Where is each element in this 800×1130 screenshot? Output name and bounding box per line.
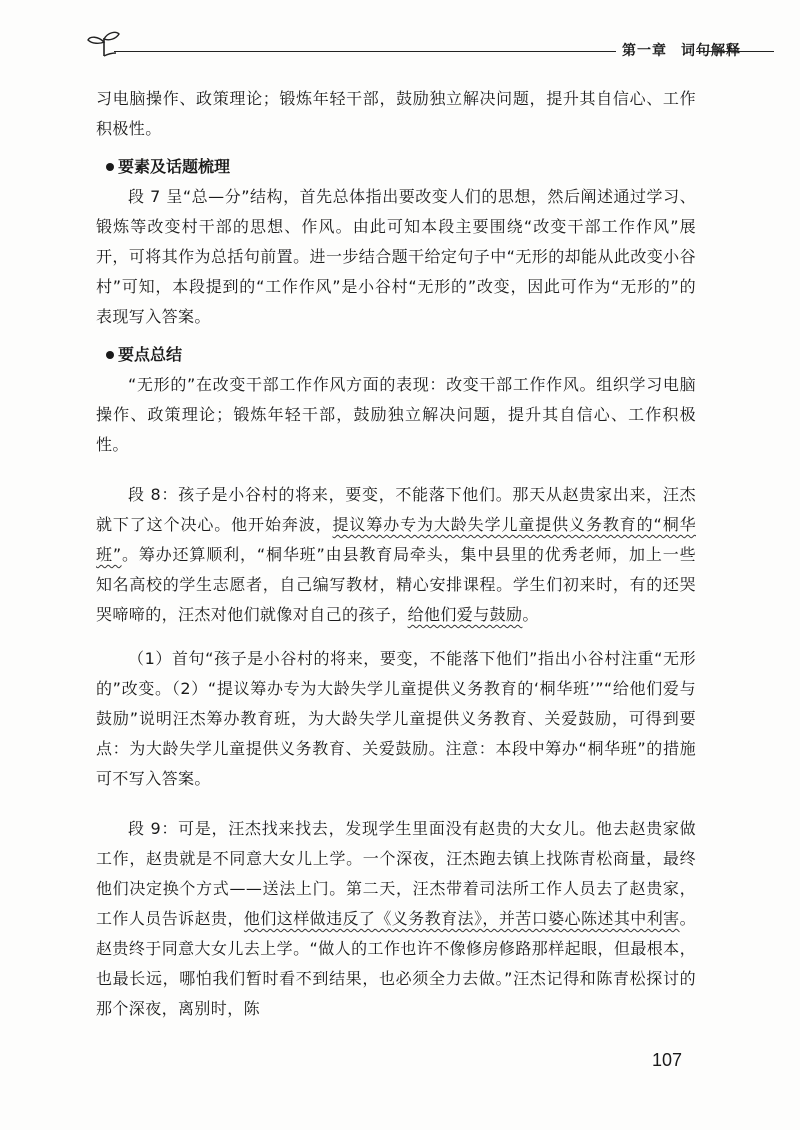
text-run: 。筹办还算顺利，“桐华班”由县教育局牵头，集中县里的优秀老师，加上一些知名高校的学生志愿者，自己编写教材，精心安排课程。学生们初来时，有的还哭哭啼啼的，汪杰对他们就像对自己的孩子， (96, 545, 696, 624)
analysis-paragraph-8: （1）首句“孩子是小谷村的将来，要变，不能落下他们”指出小谷村注重“无形的”改变。（2）“提议筹办专为大龄失学儿童提供义务教育的‘桐华班’”“给他们爱与鼓励”说明汪杰筹办教育班，为大龄失学儿童提供义务教育、关爱鼓励，可得到要点：为大龄失学儿童提供义务教育、关爱鼓励。注意：本段中筹办“桐华班”的措施可不写入答案。 (96, 649, 696, 788)
source-paragraph-9 (96, 814, 696, 1024)
section-heading-summary (96, 340, 696, 370)
chapter-title (622, 40, 755, 60)
heading-text: 要素及话题梳理 (118, 157, 231, 176)
text-run: 。赵贵终于同意大女儿去上学。“做人的工作也许不像修房修路那样起眼，但最根本，也最长远，哪怕我们暂时看不到结果，也必须全力去做。”汪杰记得和陈青松探讨的那个深夜，离别时，陈 (96, 909, 696, 1018)
source-paragraph-8 (96, 480, 696, 630)
text-run: 。 (522, 605, 539, 624)
underlined-key-phrase: 提议筹办专为大龄失学儿童提供义务教育的“桐华班” (96, 515, 696, 564)
summary-paragraph: “无形的”在改变干部工作作风方面的表现：改变干部工作作风。组织学习电脑操作、政策理论；锻炼年轻干部，鼓励独立解决问题，提升其自信心、工作积极性。 (96, 375, 696, 454)
running-header (84, 28, 774, 64)
heading-text: 要点总结 (118, 345, 183, 364)
header-rule-right (696, 51, 774, 52)
sprout-icon (84, 28, 124, 58)
page-number: 107 (652, 1050, 683, 1070)
page-body (96, 84, 696, 1024)
chapter-label: 第一章 (622, 43, 667, 59)
bullet-icon (106, 163, 114, 171)
header-rule-left (114, 51, 616, 52)
text-run: 段 8：孩子是小谷村的将来，要变，不能落下他们。那天从赵贵家出来，汪杰就下了这个决心。他开始奔波， (96, 485, 696, 534)
section-label: 词句解释 (681, 43, 741, 59)
underlined-key-phrase: 给他们爱与鼓励 (407, 605, 523, 624)
text-run: 段 9：可是，汪杰找来找去，发现学生里面没有赵贵的大女儿。他去赵贵家做工作，赵贵就是不同意大女儿上学。一个深夜，汪杰跑去镇上找陈青松商量，最终他们决定换个方式——送法上门。第二天，汪杰带着司法所工作人员去了赵贵家，工作人员告诉赵贵， (96, 819, 696, 928)
bullet-icon (106, 351, 114, 359)
analysis-paragraph-7: 段 7 呈“总—分”结构，首先总体指出要改变人们的思想，然后阐述通过学习、锻炼等改变村干部的思想、作风。由此可知本段主要围绕“改变干部工作作风”展开，可将其作为总括句前置。进一步结合题干给定句子中“无形的却能从此改变小谷村”可知，本段提到的“工作作风”是小谷村“无形的”改变，因此可作为“无形的”的表现写入答案。 (96, 187, 696, 326)
section-heading-elements (96, 152, 696, 182)
paragraph-continued: 习电脑操作、政策理论；锻炼年轻干部，鼓励独立解决问题，提升其自信心、工作积极性。 (96, 89, 696, 138)
underlined-key-phrase: 他们这样做违反了《义务教育法》，并苦口婆心陈述其中利害 (243, 909, 680, 928)
